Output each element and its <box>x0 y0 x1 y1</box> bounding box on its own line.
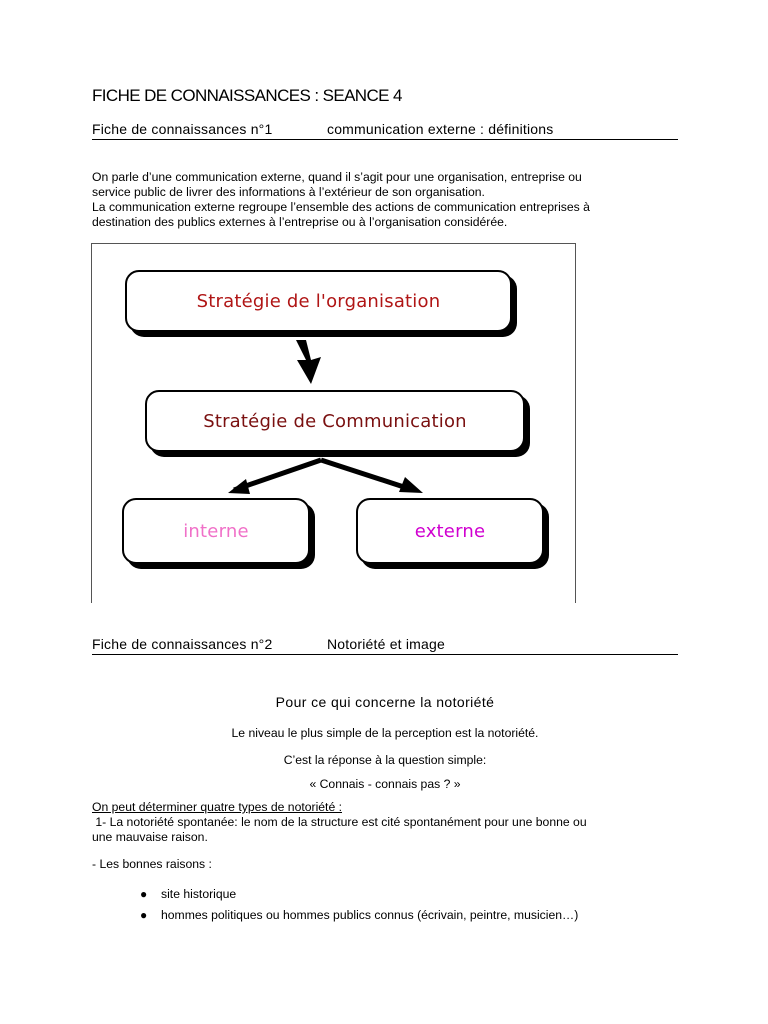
arrow-right-head <box>399 477 423 493</box>
box-label: Stratégie de Communication <box>203 410 467 432</box>
section-topic: communication externe : définitions <box>327 121 554 137</box>
paragraph-line: On parle d’une communication externe, quand il s’agit pour une organisation, entreprise ou <box>92 170 582 184</box>
box-strategie-communication <box>145 390 525 452</box>
centered-line: Le niveau le plus simple de la perception est la notoriété. <box>231 726 539 740</box>
type-1-paragraph <box>92 815 692 845</box>
box-interne <box>122 498 310 564</box>
paragraph-line: 1- La notoriété spontanée: le nom de la structure est cité spontanément pour une bonne ou <box>92 815 587 829</box>
arrow-left-head <box>228 479 250 494</box>
bullet-icon: ● <box>140 887 148 901</box>
arrow-down <box>296 340 321 384</box>
list-item <box>92 884 712 905</box>
bullet-icon: ● <box>140 908 148 922</box>
section-topic: Notoriété et image <box>327 636 445 652</box>
section-number: Fiche de connaissances n°2 <box>92 636 273 652</box>
paragraph-line: une mauvaise raison. <box>92 830 208 844</box>
page-title: FICHE DE CONNAISSANCES : SEANCE 4 <box>92 86 402 105</box>
box-strategie-organisation <box>125 270 512 332</box>
centered-line: C’est la réponse à la question simple: <box>283 753 487 767</box>
centered-question: « Connais - connais pas ? » <box>309 777 461 791</box>
box-label: externe <box>414 520 486 542</box>
good-reasons-label: - Les bonnes raisons : <box>92 857 212 871</box>
section-heading-fiche-2 <box>92 636 678 655</box>
paragraph-line: destination des publics externes à l’entreprise ou à l’organisation considérée. <box>92 215 508 229</box>
section-number: Fiche de connaissances n°1 <box>92 121 273 137</box>
box-label: Stratégie de l'organisation <box>196 290 441 312</box>
arrow-right-line <box>321 460 410 489</box>
notoriete-subtitle: Pour ce qui concerne la notoriété <box>275 694 495 710</box>
box-label: interne <box>183 520 249 542</box>
list-item-text: hommes politiques ou hommes publics connus (écrivain, peintre, musicien…) <box>161 908 579 922</box>
communication-strategy-diagram <box>91 243 576 603</box>
list-item <box>92 905 712 926</box>
box-externe <box>356 498 544 564</box>
definition-paragraph <box>92 170 692 230</box>
list-item-text: site historique <box>161 887 237 901</box>
paragraph-line: service public de livrer des informations à l’extérieur de son organisation. <box>92 185 485 199</box>
good-reasons-list <box>92 884 712 926</box>
paragraph-line: La communication externe regroupe l’ensemble des actions de communication entreprises à <box>92 200 590 214</box>
types-heading: On peut déterminer quatre types de notoriété : <box>92 800 342 814</box>
section-heading-fiche-1 <box>92 121 678 140</box>
